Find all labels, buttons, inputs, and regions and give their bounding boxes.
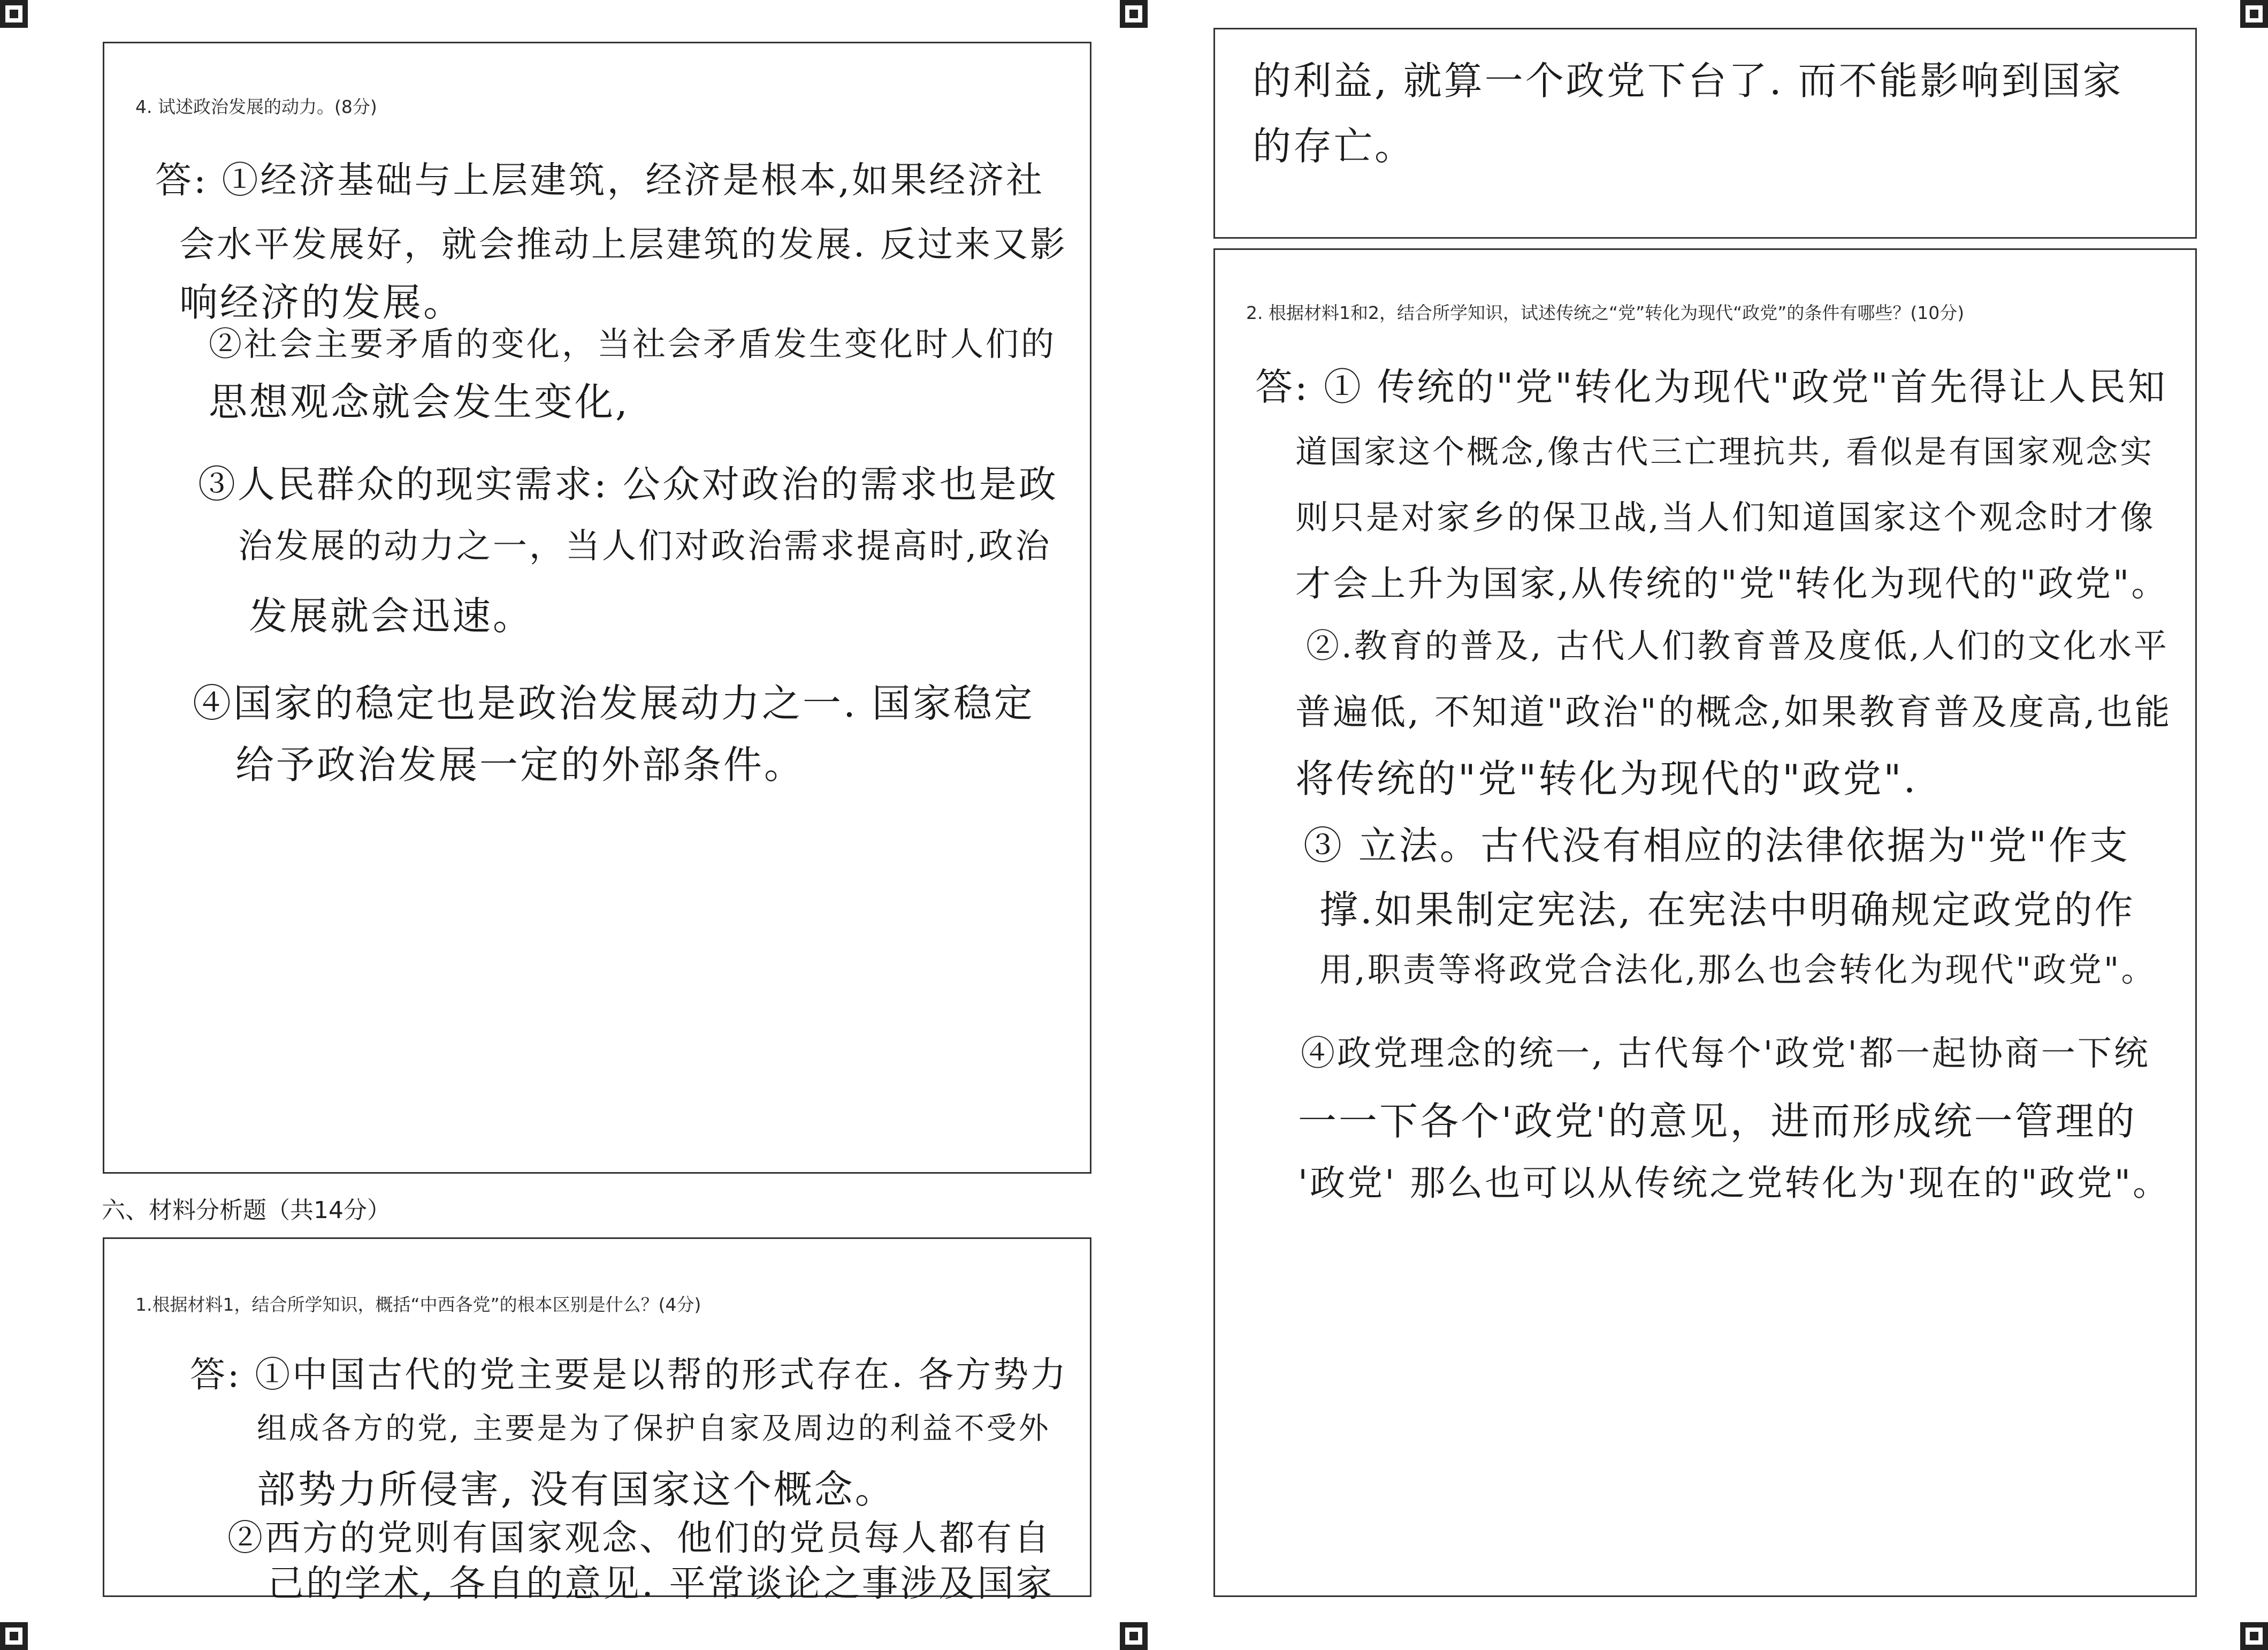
answer-line: 发展就会迅速。	[249, 594, 534, 638]
answer-line: ④政党理念的统一, 古代每个'政党'都一起协商一下统	[1301, 1034, 2150, 1074]
registration-mark-top-left	[0, 0, 28, 28]
section-title: 六、材料分析题（共14分）	[102, 1197, 391, 1224]
registration-mark-bottom-left	[0, 1622, 28, 1650]
answer-line: 一一下各个'政党'的意见，进而形成统一管理的	[1298, 1099, 2137, 1144]
answer-line: ②西方的党则有国家观念、他们的党员每人都有自	[227, 1517, 1051, 1558]
answer-line: 将传统的"党"转化为现代的"政党".	[1295, 756, 1918, 801]
answer-line: 道国家这个概念,像古代三亡理抗共, 看似是有国家观念实	[1295, 434, 2155, 471]
answer-line: 给予政治发展一定的外部条件。	[235, 742, 805, 787]
answer-line: ④国家的稳定也是政治发展动力之一. 国家稳定	[193, 681, 1035, 726]
answer-line: ②社会主要矛盾的变化，当社会矛盾发生变化时人们的	[209, 324, 1057, 363]
question-prompt-q2: 2. 根据材料1和2，结合所学知识，试述传统之“党”转化为现代“政党”的条件有哪些？(10分)	[1246, 302, 1965, 323]
answer-line: 答: ①中国古代的党主要是以帮的形式存在. 各方势力	[190, 1354, 1068, 1395]
answer-line: 部势力所侵害, 没有国家这个概念。	[257, 1467, 896, 1512]
registration-mark-bottom-right	[2240, 1622, 2268, 1650]
answer-box-q1-continued	[1213, 28, 2197, 239]
answer-line: 的存亡。	[1253, 124, 1416, 169]
question-prompt-q4: 4. 试述政治发展的动力。(8分)	[135, 96, 377, 117]
answer-box-q4	[103, 42, 1091, 1174]
answer-line: 撑.如果制定宪法, 在宪法中明确规定政党的作	[1319, 887, 2135, 932]
registration-mark-top-center	[1120, 0, 1148, 28]
answer-box-q1	[103, 1237, 1091, 1605]
question-prompt-q1: 1.根据材料1，结合所学知识，概括“中西各党”的根本区别是什么？(4分)	[135, 1294, 701, 1315]
answer-line: 的利益, 就算一个政党下台了. 而不能影响到国家	[1253, 58, 2124, 103]
answer-line: '政党' 那么也可以从传统之党转化为'现在的"政党"。	[1298, 1162, 2171, 1204]
answer-line: 己的学术, 各自的意见. 平常谈论之事涉及国家	[268, 1563, 1055, 1605]
answer-line: 组成各方的党, 主要是为了保护自家及周边的利益不受外	[257, 1411, 1051, 1446]
answer-line: 才会上升为国家,从传统的"党"转化为现代的"政党"。	[1295, 563, 2169, 604]
answer-line: ③ 立法。古代没有相应的法律依据为"党"作支	[1303, 823, 2130, 868]
answer-line: 思想观念就会发生变化,	[209, 379, 630, 424]
answer-line: 普遍低, 不知道"政治"的概念,如果教育普及度高,也能	[1295, 691, 2172, 733]
registration-mark-bottom-center	[1120, 1622, 1148, 1650]
registration-mark-top-right	[2240, 0, 2268, 28]
answer-line: 答: ①经济基础与上层建筑，经济是根本,如果经济社	[155, 159, 1045, 202]
answer-line: 则只是对家乡的保卫战,当人们知道国家这个观念时才像	[1295, 498, 2156, 537]
answer-line: 会水平发展好，就会推动上层建筑的发展. 反过来又影	[179, 224, 1067, 265]
answer-line: ②.教育的普及, 古代人们教育普及度低,人们的文化水平	[1306, 626, 2169, 665]
answer-box-q2	[1213, 248, 2197, 1597]
answer-line: 答: ① 传统的"党"转化为现代"政党"首先得让人民知	[1255, 365, 2167, 409]
answer-line: ③人民群众的现实需求: 公众对政治的需求也是政	[198, 462, 1058, 506]
answer-line: 用,职责等将政党合法化,那么也会转化为现代"政党"。	[1319, 950, 2157, 989]
answer-line: 响经济的发展。	[179, 280, 464, 325]
answer-line: 治发展的动力之一，当人们对政治需求提高时,政治	[238, 527, 1052, 566]
